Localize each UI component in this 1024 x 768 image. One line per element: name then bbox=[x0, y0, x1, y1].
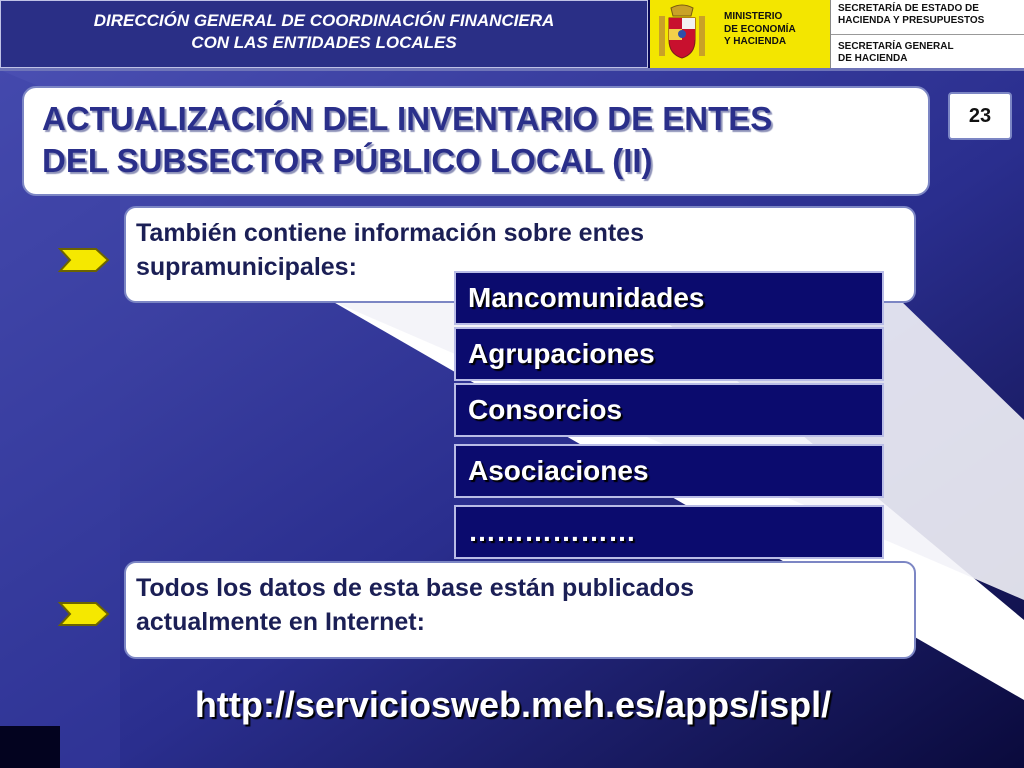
secretariat-banner bbox=[830, 0, 1024, 68]
directorate-line-2: CON LAS ENTIDADES LOCALES bbox=[191, 33, 457, 52]
slide-title-box bbox=[22, 86, 930, 196]
secretaria-estado-line-2: HACIENDA Y PRESUPUESTOS bbox=[838, 15, 985, 26]
secretaria-general-line-1: SECRETARÍA GENERAL bbox=[838, 41, 954, 52]
bubble-line-1: También contiene información sobre entes bbox=[136, 219, 644, 247]
bubble-line-2: supramunicipales: bbox=[136, 253, 357, 281]
ministry-banner bbox=[650, 0, 830, 68]
website-url-text[interactable]: http://serviciosweb.meh.es/apps/ispl/ bbox=[194, 684, 832, 725]
list-item-consorcios: Consorcios bbox=[454, 383, 884, 437]
corner-decoration bbox=[0, 726, 60, 768]
list-item-mancomunidades: Mancomunidades bbox=[454, 271, 884, 325]
slide-title-line-1: ACTUALIZACIÓN DEL INVENTARIO DE ENTES bbox=[42, 100, 773, 137]
bubble-line-1: Todos los datos de esta base están publicados bbox=[136, 574, 695, 602]
slide-title bbox=[42, 98, 922, 182]
slide-title-line-2: DEL SUBSECTOR PÚBLICO LOCAL (II) bbox=[42, 142, 653, 179]
header bbox=[0, 0, 1024, 70]
secretaria-estado-line-1: SECRETARÍA DE ESTADO DE bbox=[838, 3, 979, 14]
list-item-agrupaciones: Agrupaciones bbox=[454, 327, 884, 381]
secretaria-general-line-2: DE HACIENDA bbox=[838, 53, 908, 64]
bubble-line-2: actualmente en Internet: bbox=[136, 608, 425, 636]
ministry-name bbox=[724, 11, 796, 49]
coat-of-arms-icon bbox=[657, 4, 707, 64]
header-divider bbox=[0, 68, 1024, 71]
website-url[interactable] bbox=[0, 684, 1024, 726]
ministry-line-2: DE ECONOMÍA bbox=[724, 23, 796, 35]
directorate-line-1: DIRECCIÓN GENERAL DE COORDINACIÓN FINANCIERA bbox=[93, 11, 555, 30]
ministry-line-3: Y HACIENDA bbox=[724, 36, 787, 47]
list-item-ellipsis: ……………… bbox=[454, 505, 884, 559]
list-item-asociaciones: Asociaciones bbox=[454, 444, 884, 498]
secretariat-divider bbox=[831, 34, 1024, 35]
yellow-arrow-icon bbox=[58, 600, 110, 628]
yellow-arrow-icon bbox=[58, 246, 110, 274]
page-number-badge: 23 bbox=[948, 92, 1012, 140]
bubble-text bbox=[136, 571, 694, 639]
ministry-line-1: MINISTERIO bbox=[724, 11, 783, 22]
info-bubble-internet bbox=[124, 561, 916, 659]
directorate-banner bbox=[0, 0, 648, 68]
